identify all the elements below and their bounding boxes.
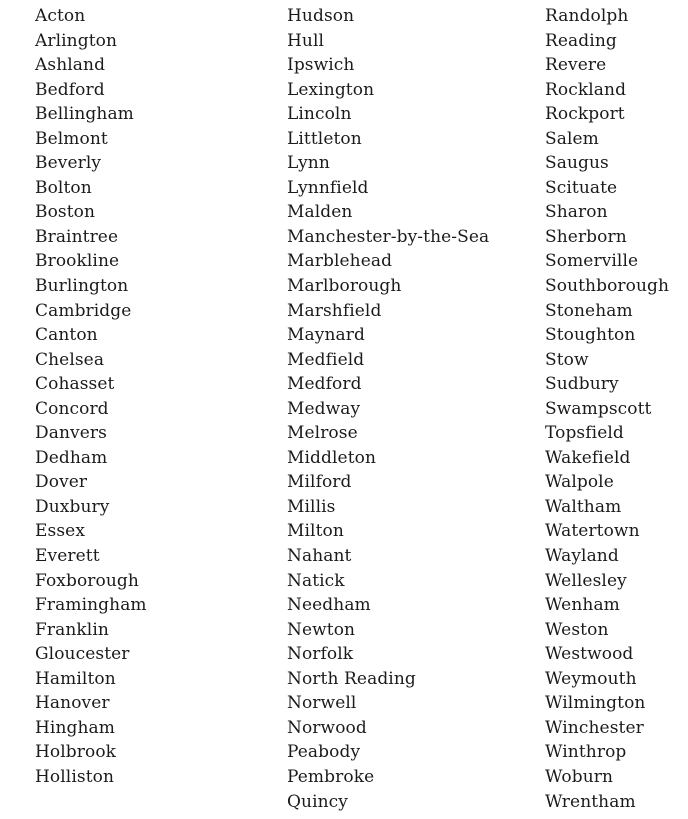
town-name: Norfolk (287, 644, 354, 665)
town-name: Melrose (287, 423, 358, 444)
town-name: Malden (287, 202, 353, 223)
town-name: Dedham (35, 447, 108, 468)
town-name: Lexington (287, 79, 375, 100)
town-name: Braintree (35, 226, 119, 247)
town-column-1 (35, 4, 147, 790)
town-column-3 (545, 4, 669, 814)
town-name: Hamilton (35, 668, 116, 689)
town-name: Hanover (35, 693, 110, 714)
town-name: Reading (545, 30, 617, 51)
town-name: Hingham (35, 717, 115, 738)
town-name: Norwood (287, 717, 367, 738)
town-name: Hull (287, 30, 325, 51)
town-name: Saugus (545, 153, 609, 174)
town-name: Peabody (287, 742, 361, 763)
town-name: Topsfield (545, 423, 624, 444)
town-name: Ashland (35, 55, 106, 76)
town-column-2 (287, 4, 489, 814)
town-name: Lincoln (287, 104, 352, 125)
town-name: Needham (287, 595, 371, 616)
town-name: Marshfield (287, 300, 382, 321)
town-name: Wenham (545, 595, 620, 616)
town-name: Sudbury (545, 374, 619, 395)
town-name: Holliston (35, 766, 115, 787)
town-name: Bedford (35, 79, 105, 100)
town-name: Milford (287, 472, 352, 493)
town-name: Acton (35, 6, 86, 26)
town-name: Franklin (35, 619, 109, 640)
town-name: Marlborough (287, 276, 402, 297)
town-name: Lynn (287, 153, 330, 174)
town-name: Gloucester (35, 644, 130, 665)
town-name: Stoughton (545, 325, 636, 346)
town-name: Arlington (35, 30, 118, 51)
town-name: Natick (287, 570, 345, 591)
town-name: Hudson (287, 6, 355, 26)
town-name: Essex (35, 521, 86, 542)
town-name: Woburn (545, 766, 614, 787)
town-name: Salem (545, 128, 599, 149)
town-name: Lynnfield (287, 177, 369, 198)
town-name: North Reading (287, 668, 416, 689)
town-name: Stoneham (545, 300, 633, 321)
town-name: Littleton (287, 128, 362, 149)
town-name: Nahant (287, 546, 352, 567)
town-name: Bellingham (35, 104, 134, 125)
town-name: Holbrook (35, 742, 117, 763)
town-name: Belmont (35, 128, 108, 149)
town-name: Wilmington (545, 693, 646, 714)
town-name: Bolton (35, 177, 92, 198)
town-name: Foxborough (35, 570, 139, 591)
town-name: Sherborn (545, 226, 627, 247)
town-name: Randolph (545, 6, 629, 26)
town-name: Weston (545, 619, 609, 640)
town-name: Somerville (545, 251, 639, 272)
town-name: Rockland (545, 79, 627, 100)
town-name: Wayland (545, 546, 619, 567)
town-name: Wakefield (545, 447, 631, 468)
town-name: Milton (287, 521, 344, 542)
town-name: Concord (35, 398, 109, 419)
town-name: Maynard (287, 325, 365, 346)
town-name: Boston (35, 202, 96, 223)
town-name: Medfield (287, 349, 365, 370)
town-name: Brookline (35, 251, 120, 272)
town-name: Cohasset (35, 374, 115, 395)
town-name: Medford (287, 374, 362, 395)
town-name: Swampscott (545, 398, 652, 419)
town-name: Winthrop (545, 742, 627, 763)
town-name: Everett (35, 546, 100, 567)
town-name: Duxbury (35, 496, 110, 517)
town-name: Stow (545, 349, 589, 370)
town-name: Weymouth (545, 668, 637, 689)
town-name: Wellesley (545, 570, 627, 591)
town-name: Sharon (545, 202, 608, 223)
town-name: Framingham (35, 595, 147, 616)
town-name: Middleton (287, 447, 377, 468)
town-name: Marblehead (287, 251, 393, 272)
town-name: Chelsea (35, 349, 105, 370)
town-name: Manchester-by-the-Sea (287, 226, 490, 247)
town-name: Walpole (545, 472, 614, 493)
town-name: Scituate (545, 177, 618, 198)
town-name: Norwell (287, 693, 357, 714)
town-name: Waltham (545, 496, 622, 517)
town-name: Rockport (545, 104, 625, 125)
town-name: Pembroke (287, 766, 375, 787)
town-name: Ipswich (287, 55, 355, 76)
town-name: Canton (35, 325, 98, 346)
town-name: Dover (35, 472, 88, 493)
town-name: Danvers (35, 423, 107, 444)
town-name: Southborough (545, 276, 670, 297)
town-name: Wrentham (545, 791, 636, 812)
town-name: Quincy (287, 791, 348, 812)
town-name: Newton (287, 619, 356, 640)
town-name: Westwood (545, 644, 634, 665)
town-name: Winchester (545, 717, 644, 738)
town-name: Burlington (35, 276, 129, 297)
town-name: Watertown (545, 521, 640, 542)
town-name: Medway (287, 398, 361, 419)
town-name: Revere (545, 55, 607, 76)
town-name: Cambridge (35, 300, 132, 321)
town-name: Beverly (35, 153, 102, 174)
town-name: Millis (287, 496, 336, 517)
